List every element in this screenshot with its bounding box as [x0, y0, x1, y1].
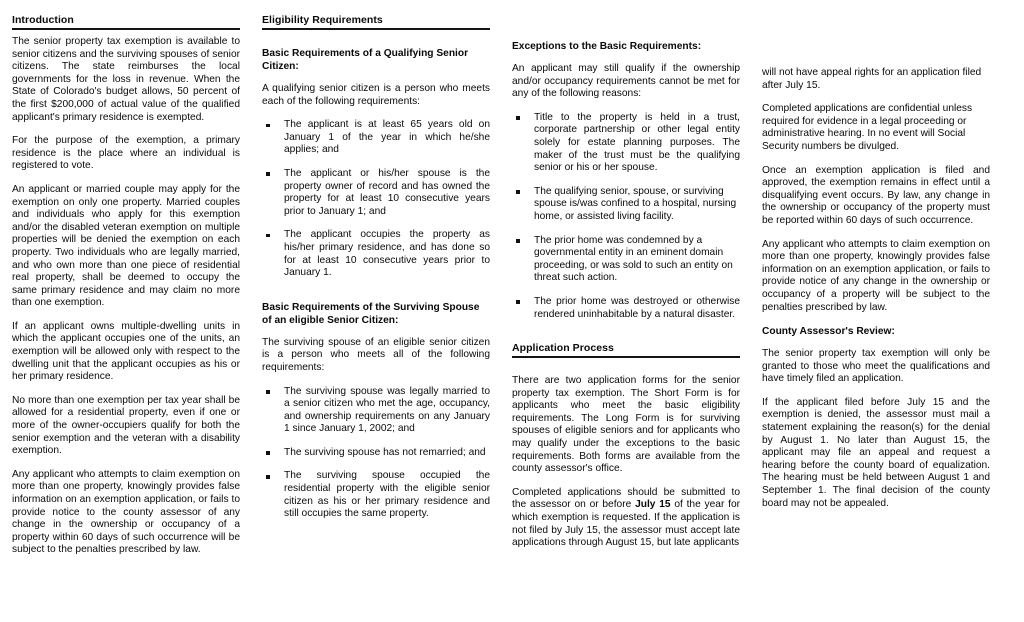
paragraph: Any applicant who attempts to claim exemption on more than one property, knowingly provides false information on an exemption application, or fails to provide notice of any change in the ownership or occupancy of a property will be subject to the penalties prescribed by law. — [762, 238, 990, 313]
paragraph: Any applicant who attempts to claim exemption on more than one property, knowingly provides false information on an exemption application, or fails to provide notice to the county assessor of any change in the ownership or occupancy of a property within 60 days of such occurrence will be subject to the penalties prescribed by law. — [12, 468, 240, 556]
spacer — [512, 364, 740, 375]
section-heading-introduction: Introduction — [12, 14, 74, 26]
square-bullet-icon — [266, 124, 270, 128]
exceptions-list — [512, 112, 740, 321]
paragraph: For the purpose of the exemption, a primary residence is the place where an individual is registered to vote. — [12, 135, 240, 172]
column-1 — [0, 0, 250, 568]
paragraph: Completed applications are confidential unless required for evidence in a legal proceeding or administrative hearing. In no event will Social Security numbers be divulged. — [762, 103, 973, 152]
subheading-county-assessors-review: County Assessor's Review: — [762, 326, 895, 338]
list-item-text: The prior home was destroyed or otherwise rendered uninhabitable by a natural disaster. — [534, 295, 740, 320]
requirements-list-senior — [262, 119, 490, 280]
square-bullet-icon — [516, 190, 520, 194]
list-item — [262, 470, 490, 520]
paragraph: If an applicant owns multiple-dwelling units in which the applicant occupies one of the units, an exemption will be allowed only with respect to the dwelling unit that the applicant occupies as his or her primary residence. — [12, 320, 240, 383]
list-item — [262, 119, 490, 157]
subheading-basic-requirements-senior: Basic Requirements of a Qualifying Senior Citizen: — [262, 48, 469, 72]
section-heading-application-process: Application Process — [512, 342, 614, 355]
column-2 — [250, 0, 500, 531]
list-item-text: The qualifying senior, spouse, or surviving spouse is/was confined to a hospital, nursing home, or assisted living facility. — [534, 185, 737, 222]
heading-rule — [262, 28, 490, 30]
list-item — [512, 112, 740, 175]
list-item-text: The surviving spouse was legally married to a senior citizen who met the age, occupancy, and ownership requirements on any January 1 since January 1, 2002; and — [284, 385, 490, 435]
list-item-text: The surviving spouse has not remarried; and — [284, 446, 486, 458]
spacer — [262, 36, 490, 47]
spacer — [512, 331, 740, 342]
square-bullet-icon — [516, 239, 520, 243]
list-item — [262, 386, 490, 436]
list-item — [262, 229, 490, 279]
list-item-text: The prior home was condemned by a governmental entity in an eminent domain proceeding, or was sold to such an entity on threat such action. — [534, 234, 733, 284]
paragraph: The surviving spouse of an eligible senior citizen is a person who meets all of the following requirements: — [262, 336, 490, 373]
paragraph: An applicant or married couple may apply for the exemption on only one property. Married couples and individuals who apply for this exemption and/or the disabled veteran exemption on multiple properties will be denied the exemption on each property. Two individuals who are legally married, and who own more than one piece of residential real property, shall be deemed to occupy the same primary residence and may claim no more than one exemption. — [12, 183, 240, 309]
section-heading-eligibility-requirements: Eligibility Requirements — [262, 14, 383, 26]
subheading-exceptions: Exceptions to the Basic Requirements: — [512, 41, 702, 52]
list-item-text: The applicant or his/her spouse is the property owner of record and has owned the property for at least 10 consecutive years prior to January 1; and — [284, 167, 490, 217]
column-4 — [750, 0, 1000, 521]
deadline-text-after: of the year for which exemption is requested. If the application is not filed by July 15, the assessor must accept late applications through August 15, but late applicants — [512, 499, 741, 549]
square-bullet-icon — [266, 234, 270, 238]
paragraph: There are two application forms for the senior property tax exemption. The Short Form is for applicants who meet the basic eligibility requirements. The Long Form is for surviving spouses of eligible seniors and for applicants who may qualify under the exceptions to the basic requirements. Both forms are available from the county assessor's office. — [512, 375, 740, 475]
list-item — [512, 296, 740, 321]
paragraph: Once an exemption application is filed and approved, the exemption remains in effect until a disqualifying event occurs. By law, any change in the ownership or occupancy of the property must be reported within 60 days of such occurrence. — [762, 164, 990, 226]
list-item — [512, 235, 740, 285]
paragraph: If the applicant filed before July 15 and the exemption is denied, the assessor must mail a statement explaining the reason(s) for the denial by August 1. No later than August 15, the applicant may file an appeal and request a hearing before the county board of equalization. The hearing must be held between August 1 and September 1. The final decision of the county board may not be appealed. — [762, 396, 990, 509]
requirements-list-surviving-spouse — [262, 386, 490, 521]
list-item — [262, 447, 490, 460]
paragraph: The senior property tax exemption will only be granted to those who meet the qualifications and have timely filed an application. — [762, 348, 990, 385]
square-bullet-icon — [266, 451, 270, 455]
square-bullet-icon — [266, 390, 270, 394]
heading-rule — [512, 356, 740, 358]
paragraph-deadline — [512, 487, 740, 550]
column-3 — [500, 0, 750, 561]
list-item-text: Title to the property is held in a trust, corporate partnership or other legal entity solely for estate planning purposes. The maker of the trust must be the qualifying senior or his or her spouse. — [534, 111, 740, 174]
paragraph: The senior property tax exemption is available to senior citizens and the surviving spouses of senior citizens. The state reimburses the local governments for the loss in revenue. When the State of Colorado's budget allows, 50 percent of the first $200,000 of actual value of the qualified applicant's primary residence is exempted. — [12, 36, 240, 123]
list-item-text: The surviving spouse occupied the residential property with the eligible senior citizen as his or her primary residence and still occupies the same property. — [284, 470, 490, 520]
square-bullet-icon — [516, 116, 520, 120]
list-item — [262, 168, 490, 218]
subheading-basic-requirements-surviving-spouse: Basic Requirements of the Surviving Spouse of an eligible Senior Citizen: — [262, 301, 480, 326]
spacer — [262, 290, 490, 301]
paragraph: No more than one exemption per tax year shall be allowed for a residential property, even if one or more of the owner-occupiers qualify for both the senior exemption and the veteran with a disability exemption. — [12, 394, 240, 457]
paragraph: A qualifying senior citizen is a person who meets each of the following requirements: — [262, 83, 490, 107]
square-bullet-icon — [266, 172, 270, 176]
heading-rule — [12, 28, 240, 30]
deadline-text-before: Completed applications should be submitted to the assessor on or before — [512, 486, 740, 511]
list-item-text: The applicant is at least 65 years old on January 1 of the year in which he/she applies; and — [284, 119, 490, 156]
deadline-date: July 15 — [635, 499, 671, 511]
square-bullet-icon — [516, 300, 520, 304]
list-item — [512, 186, 740, 224]
paragraph: will not have appeal rights for an application filed after July 15. — [762, 67, 982, 91]
list-item-text: The applicant occupies the property as his/her primary residence, and has done so for at least 10 consecutive years prior to January 1. — [284, 229, 490, 279]
paragraph: An applicant may still qualify if the ownership and/or occupancy requirements cannot be met for any of the following reasons: — [512, 63, 740, 100]
square-bullet-icon — [266, 475, 270, 479]
